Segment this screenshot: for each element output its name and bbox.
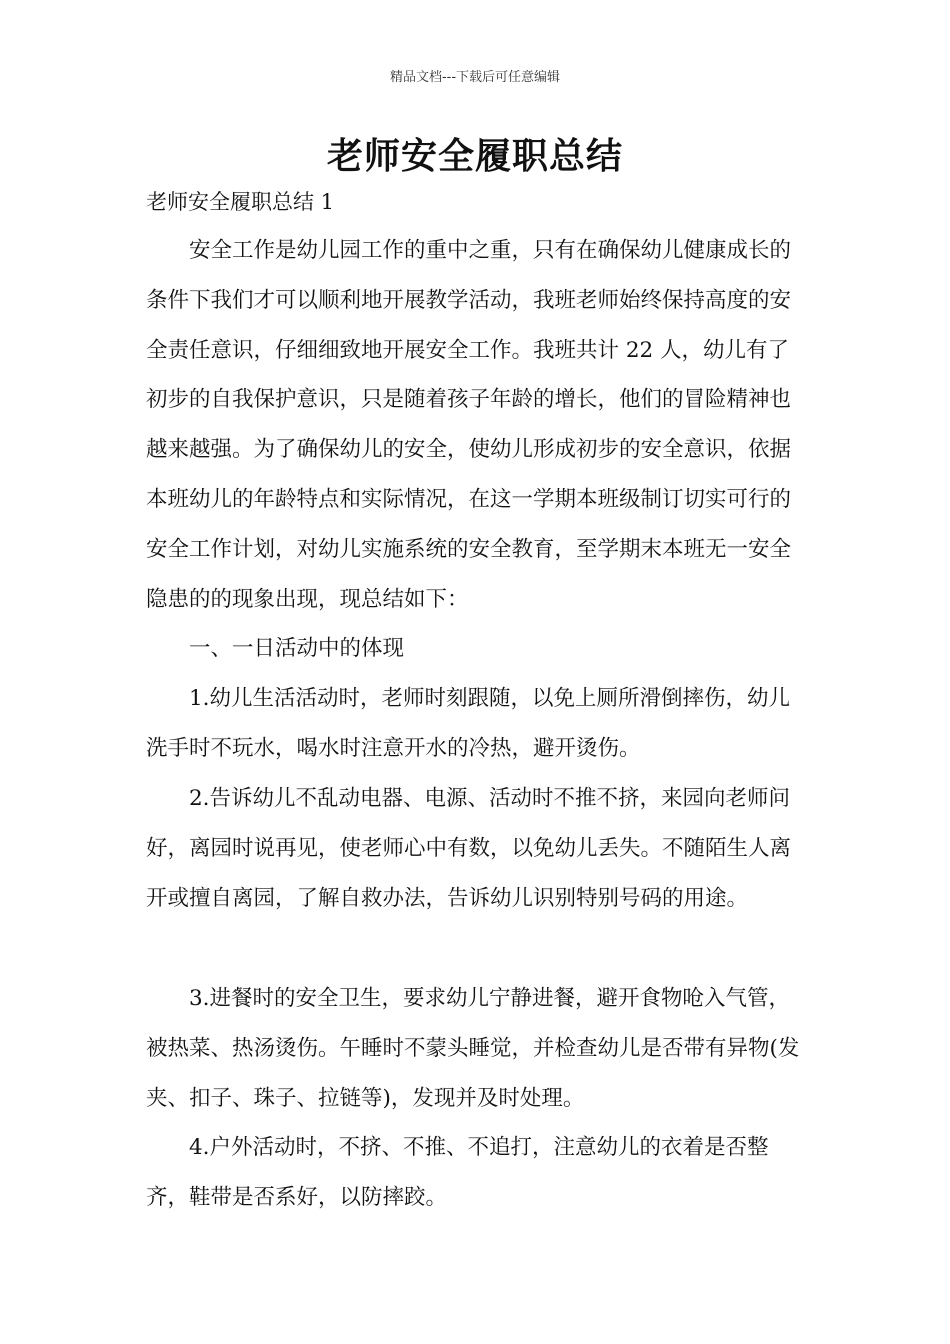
section-heading-block bbox=[146, 624, 808, 674]
intro-paragraph-block bbox=[146, 226, 808, 624]
document-title: 老师安全履职总结 bbox=[326, 136, 623, 177]
list-item-2: 2.告诉幼儿不乱动电器、电源、活动时不推不挤，来园向老师问好，离园时说再见，使老师心中有数，以免幼儿丢失。不随陌生人离开或擅自离园，了解自救办法，告诉幼儿识别特别号码的用途。 bbox=[146, 786, 792, 911]
section-heading: 一、一日活动中的体现 bbox=[189, 636, 405, 661]
document-header-note: 精品文档---下载后可任意编辑 bbox=[389, 70, 561, 85]
list-item-1-block bbox=[146, 674, 808, 774]
list-item-3: 3.进餐时的安全卫生，要求幼儿宁静进餐，避开食物呛入气管，被热菜、热汤烫伤。午睡时不蒙头睡觉，并检查幼儿是否带有异物(发夹、扣子、珠子、拉链等)，发现并及时处理。 bbox=[146, 986, 800, 1111]
list-item-1: 1.幼儿生活活动时，老师时刻跟随，以免上厕所滑倒摔伤，幼儿洗手时不玩水，喝水时注意开水的冷热，避开烫伤。 bbox=[146, 686, 791, 761]
list-item-2-block bbox=[146, 774, 808, 923]
list-item-4: 4.户外活动时，不挤、不推、不追打，注意幼儿的衣着是否整齐，鞋带是否系好，以防摔跤。 bbox=[146, 1135, 769, 1210]
document-subtitle: 老师安全履职总结 1 bbox=[146, 190, 335, 214]
intro-paragraph: 安全工作是幼儿园工作的重中之重，只有在确保幼儿健康成长的条件下我们才可以顺利地开展教学活动，我班老师始终保持高度的安全责任意识，仔细细致地开展安全工作。我班共计 22 人，幼儿有了初步的自我保护意识，只是随着孩子年龄的增长，他们的冒险精神也越来越强。为了确保幼儿的安全，使幼儿形成初步的安全意识，依据本班幼儿的年龄特点和实际情况，在这一学期本班级制订切实可行的安全工作计划，对幼儿实施系统的安全教育，至学期末本班无一安全隐患的的现象出现，现总结如下： bbox=[146, 238, 792, 612]
list-item-3-block bbox=[146, 974, 808, 1123]
list-item-4-block bbox=[146, 1123, 808, 1223]
